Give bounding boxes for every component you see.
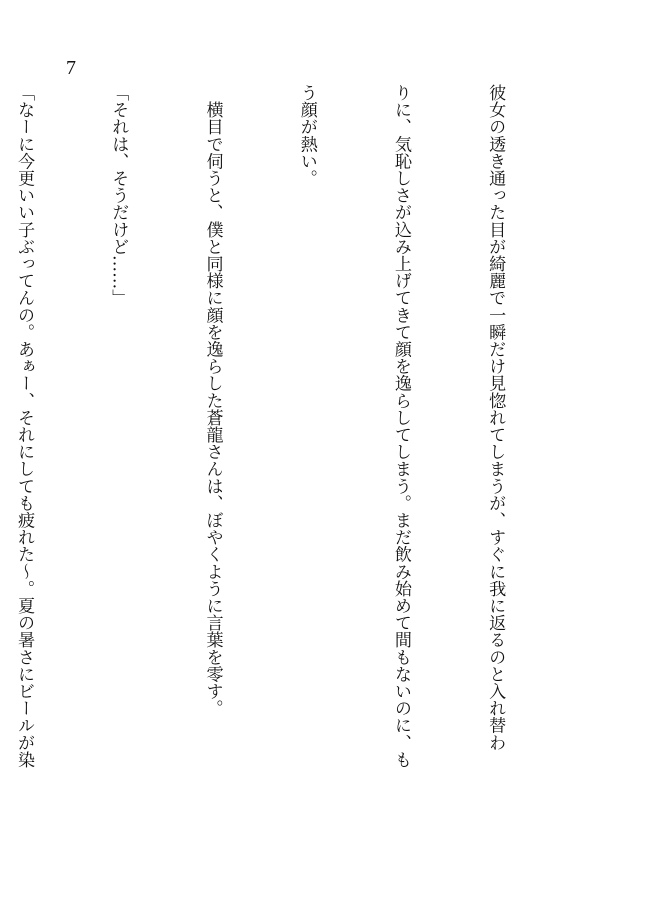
text-line: 「なーに今更いい子ぶってんの。あぁー、それにしても疲れた〜。夏の暑さにビールが染: [14, 84, 35, 768]
text-line: 「それは、そうだけど……」: [108, 84, 129, 307]
text-line: 横目で伺うと、僕と同様に顔を逸らした蒼龍さんは、ぼやくように言葉を零す。: [202, 84, 223, 717]
text-line: う顔が熱い。: [296, 84, 317, 187]
text-line: りに、気恥しさが込み上げてきて顔を逸らしてしまう。まだ飲み始めて間もないのに、も: [390, 84, 411, 768]
page-number: 7: [66, 57, 76, 79]
vertical-text-body: [0, 84, 573, 844]
text-line: 彼女の透き通った目が綺麗で一瞬だけ見惚れてしまうが、すぐに我に返るのと入れ替わ: [485, 84, 506, 751]
